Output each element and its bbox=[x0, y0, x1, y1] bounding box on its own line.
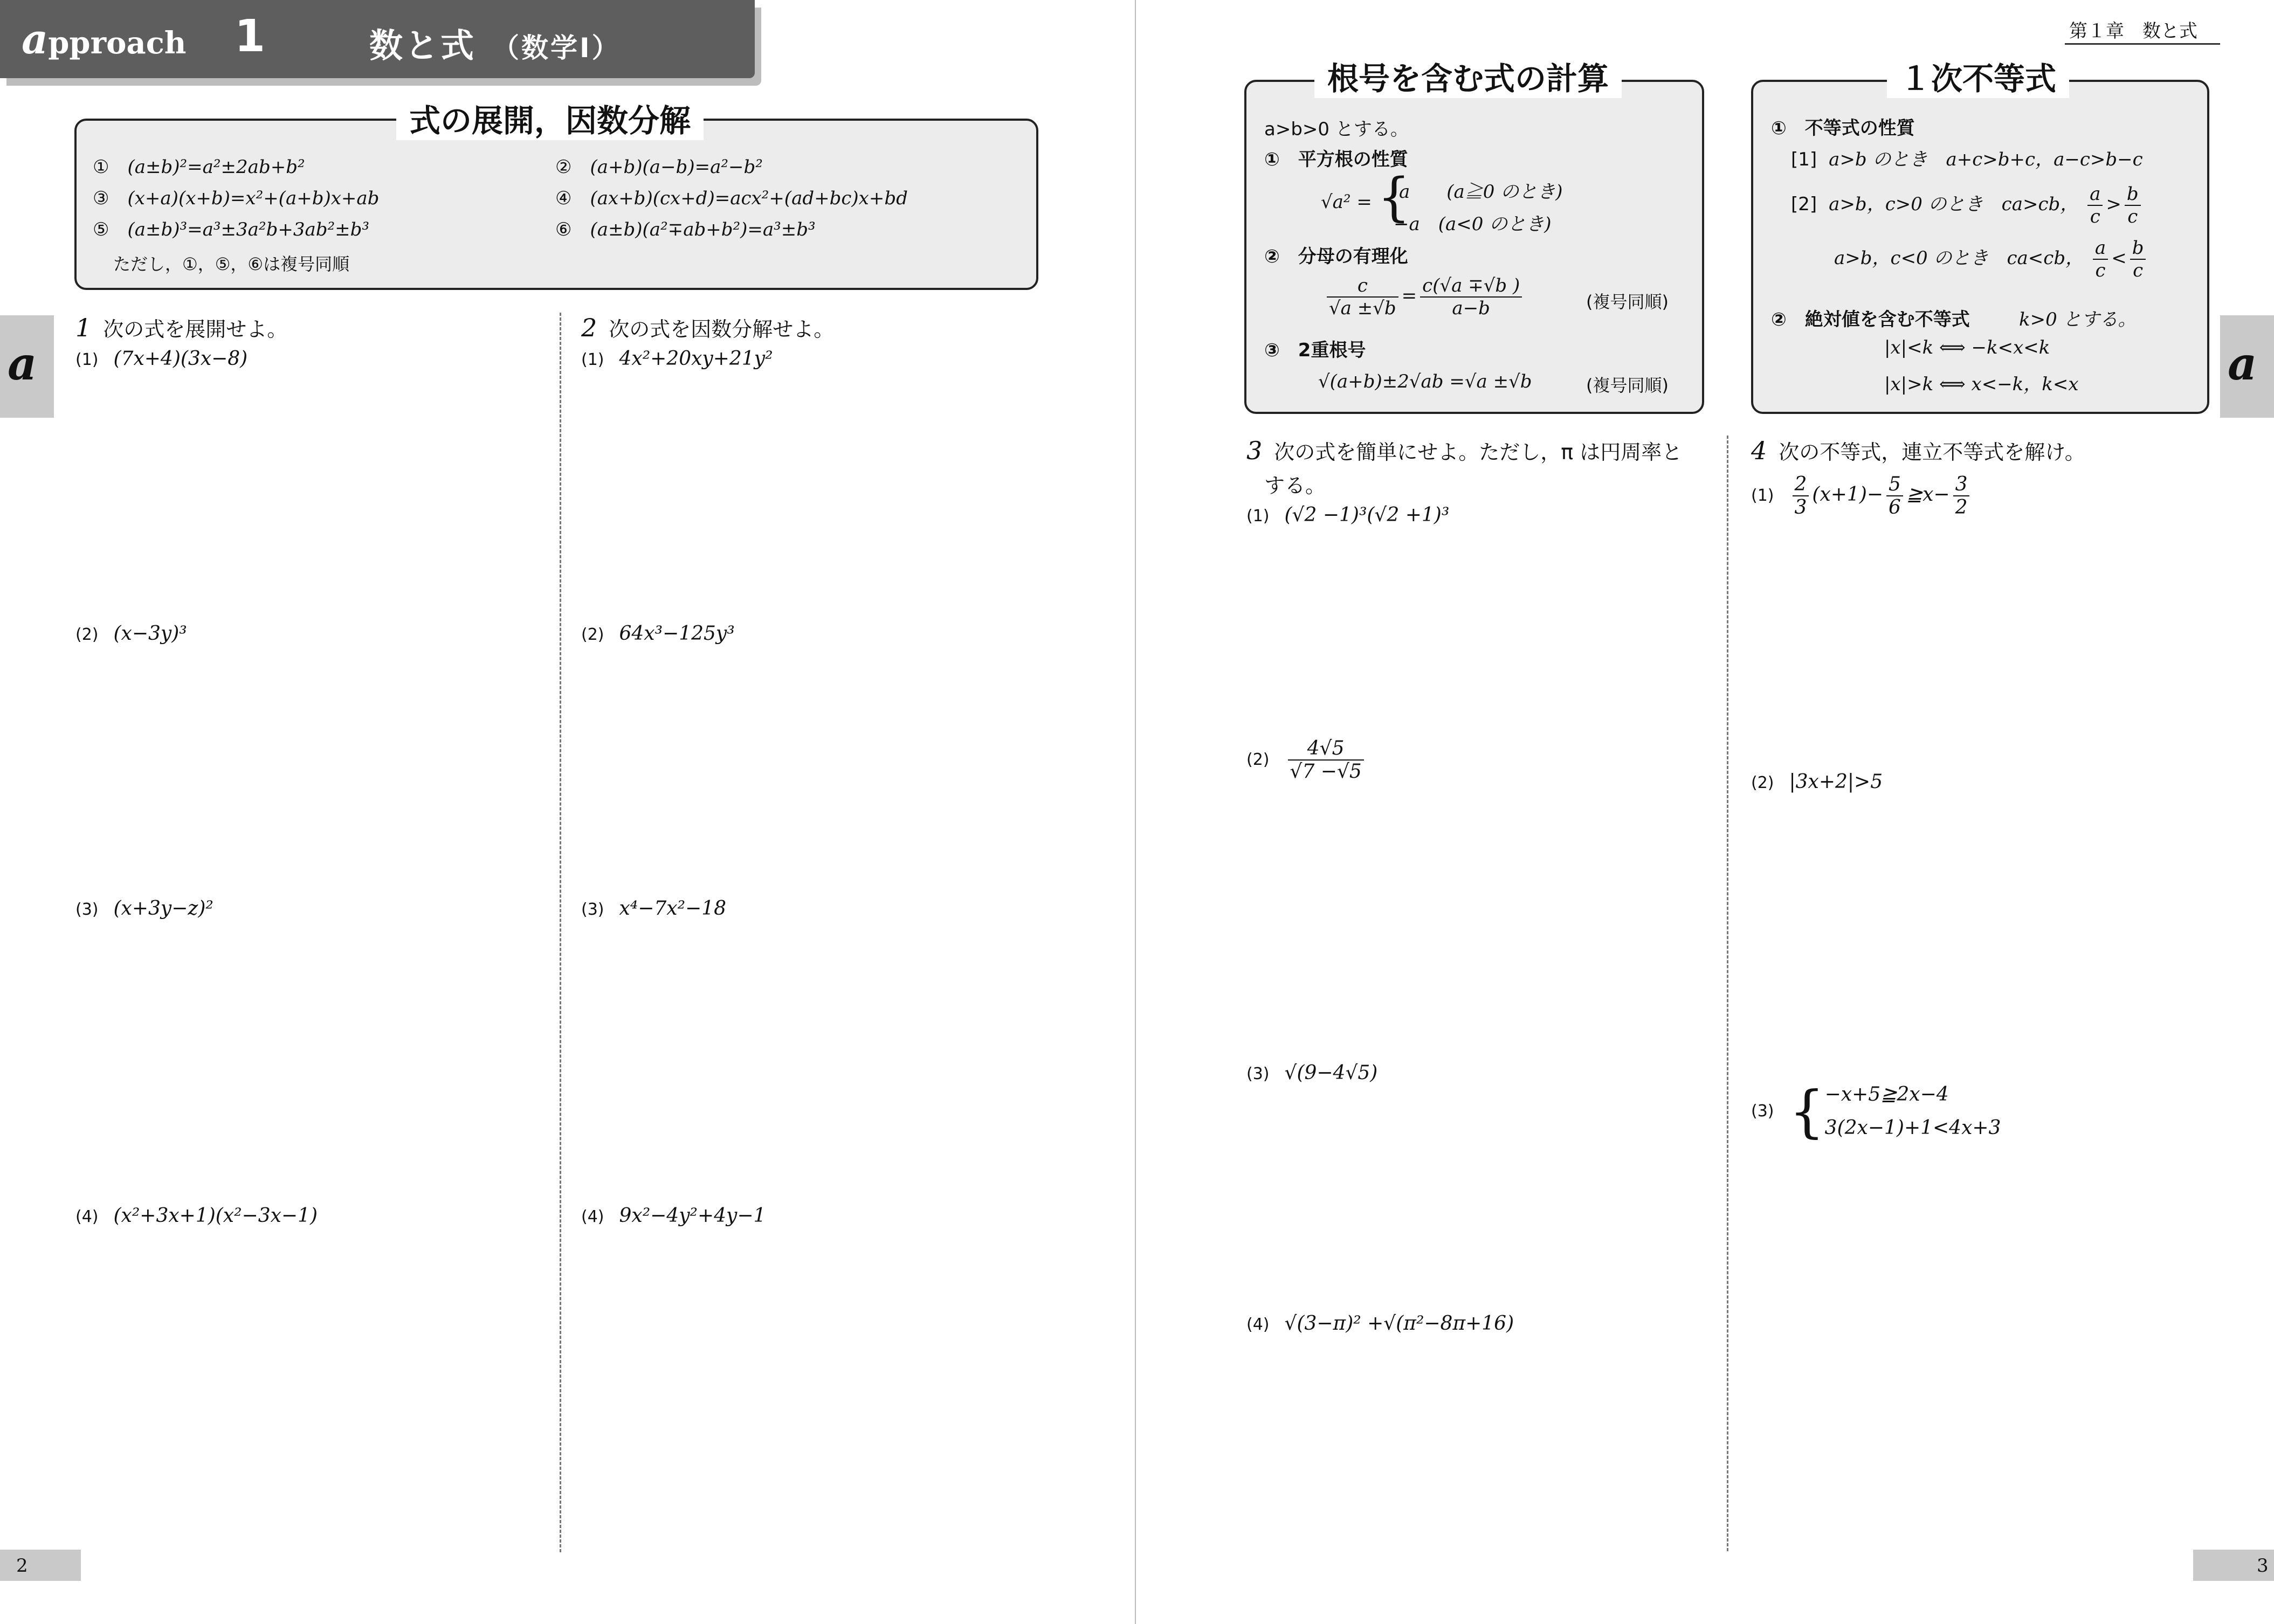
page-number-right: 3 bbox=[2193, 1550, 2274, 1581]
ineq-heading-2: ② 絶対値を含む不等式 bbox=[1771, 309, 1970, 330]
radical-heading-2: ② 分母の有理化 bbox=[1264, 246, 1408, 267]
problem-3-heading-cont: する。 bbox=[1264, 474, 1326, 497]
chapter-title: 数と式 （数学Ⅰ） bbox=[369, 26, 621, 65]
box-title-expansion: 式の展開，因数分解 bbox=[396, 101, 704, 140]
problem-1-heading: 1 次の式を展開せよ。 bbox=[75, 313, 288, 342]
chapter-subtitle: （数学Ⅰ） bbox=[492, 32, 621, 64]
rationalize-formula: $\frac{c}{√a \pm√b}$ = $\frac{c(√a \mp√b )}{a-b}$ bbox=[1324, 275, 1525, 319]
ineq-rule-2b: a>b，c<0 のとき ca<cb， $\frac{a}{c}$ < $\frac{b}{c}$ bbox=[1834, 237, 2149, 281]
sqrt-case-1: a (a≧0 のとき) bbox=[1399, 181, 1563, 203]
ineq-rule-2a: [2] a>b，c>0 のとき ca>cb， $\frac{a}{c}$ > $\frac{b}{c}$ bbox=[1791, 183, 2144, 227]
problem-4-item-3: (3) {−x+5≧2x−4 3(2x−1)+1<4x+3 bbox=[1751, 1079, 2001, 1144]
formula-3: ③ (x+a)(x+b)=x²+(a+b)x+ab bbox=[93, 188, 380, 209]
page-gutter bbox=[1135, 0, 1136, 1624]
sqrt-lhs: √a² = bbox=[1321, 191, 1372, 213]
problem-3-item-2: (2) $\frac{4√5}{√7 -√5}$ bbox=[1246, 737, 1367, 783]
side-tab-right: a bbox=[2220, 315, 2274, 418]
ineq-heading-1: ① 不等式の性質 bbox=[1771, 118, 1915, 139]
problem-4-heading: 4 次の不等式，連立不等式を解け。 bbox=[1751, 436, 2085, 465]
side-tab-left: a bbox=[0, 315, 54, 418]
chapter-header-band bbox=[0, 0, 755, 78]
page-number-left: 2 bbox=[0, 1550, 81, 1581]
ineq-rule-1: [1] a>b のとき a+c>b+c，a−c>b−c bbox=[1791, 149, 2143, 170]
abs-rule-2: |x|>k ⟺ x<−k，k<x bbox=[1884, 374, 2079, 395]
brand-logo: approach bbox=[22, 15, 187, 63]
problem-3-item-1: (1) (√2 −1)³(√2 +1)³ bbox=[1246, 504, 1450, 526]
double-radical-note: (複号同順) bbox=[1586, 375, 1669, 396]
running-header: 第１章 数と式 bbox=[2069, 20, 2197, 42]
box-title-inequalities: １次不等式 bbox=[1887, 59, 2069, 98]
problem-4-item-2: (2) |3x+2|>5 bbox=[1751, 771, 1883, 793]
column-divider-left bbox=[560, 313, 561, 1552]
problem-2-item-1: (1) 4x²+20xy+21y² bbox=[581, 348, 773, 370]
ineq-heading-2-cond: k>0 とする。 bbox=[2019, 309, 2137, 330]
problem-4-item-1: (1) $\frac{2}{3}$ (x+1)− $\frac{5}{6}$ ≧x− $\frac{3}{2}$ bbox=[1751, 473, 1973, 519]
rationalize-note: (複号同順) bbox=[1586, 292, 1669, 312]
problem-1-item-1: (1) (7x+4)(3x−8) bbox=[75, 348, 248, 370]
problem-1-item-2: (2) (x−3y)³ bbox=[75, 623, 187, 645]
formula-5: ⑤ (a±b)³=a³±3a²b+3ab²±b³ bbox=[93, 219, 370, 240]
formula-2: ② (a+b)(a−b)=a²−b² bbox=[555, 156, 763, 178]
problem-2-item-2: (2) 64x³−125y³ bbox=[581, 623, 735, 645]
problem-3-heading: 3 次の式を簡単にせよ。ただし，π は円周率と bbox=[1246, 436, 1683, 465]
formula-4: ④ (ax+b)(cx+d)=acx²+(ad+bc)x+bd bbox=[555, 188, 908, 209]
chapter-number: 1 bbox=[235, 11, 266, 62]
problem-1-item-3: (3) (x+3y−z)² bbox=[75, 897, 213, 920]
column-divider-right bbox=[1727, 436, 1728, 1551]
sqrt-case-2: −a (a<0 のとき) bbox=[1394, 213, 1552, 235]
formula-1: ① (a±b)²=a²±2ab+b² bbox=[93, 156, 305, 178]
abs-rule-1: |x|<k ⟺ −k<x<k bbox=[1884, 337, 2050, 358]
running-header-rule bbox=[2065, 43, 2220, 45]
sqrt-brace: { bbox=[1377, 167, 1411, 227]
box-note: ただし，①，⑤，⑥は複号同順 bbox=[113, 254, 350, 274]
problem-2-item-3: (3) x⁴−7x²−18 bbox=[581, 897, 727, 920]
box-title-radicals: 根号を含む式の計算 bbox=[1314, 59, 1622, 98]
radical-assumption: a>b>0 とする。 bbox=[1264, 119, 1409, 140]
formula-6: ⑥ (a±b)(a²∓ab+b²)=a³±b³ bbox=[555, 219, 816, 240]
problem-2-heading: 2 次の式を因数分解せよ。 bbox=[581, 313, 835, 342]
problem-3-item-4: (4) √(3−π)² +√(π²−8π+16) bbox=[1246, 1312, 1514, 1335]
problem-2-item-4: (4) 9x²−4y²+4y−1 bbox=[581, 1205, 766, 1227]
problem-3-item-3: (3) √(9−4√5) bbox=[1246, 1062, 1378, 1084]
problem-1-item-4: (4) (x²+3x+1)(x²−3x−1) bbox=[75, 1205, 318, 1227]
double-radical-formula: √(a+b)±2√ab =√a ±√b bbox=[1318, 371, 1532, 392]
radical-heading-3: ③ 2重根号 bbox=[1264, 340, 1366, 361]
radical-heading-1: ① 平方根の性質 bbox=[1264, 149, 1408, 170]
